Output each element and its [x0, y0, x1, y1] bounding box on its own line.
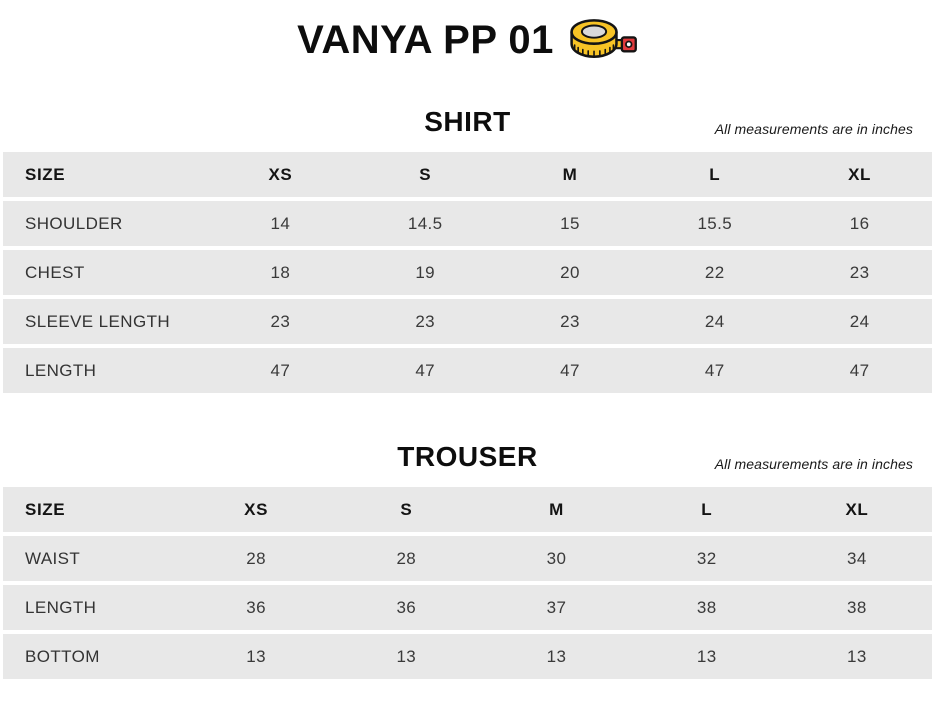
cell-value: 23: [270, 311, 291, 331]
cell-value: 30: [546, 548, 567, 568]
row-label: WAIST: [25, 548, 81, 568]
cell-value: 22: [704, 262, 725, 282]
cell-value: 19: [415, 262, 436, 282]
trouser-table-header-row: [3, 487, 932, 532]
cell-value: 36: [246, 597, 266, 617]
column-header-xl: XL: [848, 164, 872, 184]
column-header-l: L: [701, 499, 713, 519]
cell-value: 23: [849, 262, 870, 282]
column-header-m: M: [562, 164, 578, 184]
cell-value: 28: [396, 548, 417, 568]
table-row-length: [3, 348, 932, 393]
tape-measure-icon: [568, 16, 638, 71]
cell-value: 47: [270, 360, 291, 380]
table-row-shoulder: [3, 201, 932, 246]
shirt-table-header-row: [3, 152, 932, 197]
row-label: SLEEVE LENGTH: [25, 311, 171, 331]
trouser-size-table: [3, 487, 932, 679]
cell-value: 14.5: [407, 213, 443, 233]
shirt-size-table: [3, 152, 932, 393]
page-title-row: [0, 0, 935, 64]
row-label: SHOULDER: [25, 213, 123, 233]
table-row-waist: [3, 536, 932, 581]
cell-value: 34: [847, 548, 867, 568]
cell-value: 13: [546, 646, 567, 666]
row-label: LENGTH: [25, 597, 97, 617]
shirt-section-title: SHIRT: [424, 106, 511, 137]
column-header-size: SIZE: [25, 164, 66, 184]
cell-value: 20: [560, 262, 580, 282]
cell-value: 13: [696, 646, 717, 666]
cell-value: 24: [849, 311, 870, 331]
cell-value: 15: [560, 213, 580, 233]
page-title: VANYA PP 01: [297, 18, 554, 62]
column-header-xs: XS: [244, 499, 269, 519]
table-row-chest: [3, 250, 932, 295]
cell-value: 28: [246, 548, 266, 568]
cell-value: 37: [546, 597, 567, 617]
cell-value: 23: [560, 311, 580, 331]
cell-value: 24: [704, 311, 725, 331]
cell-value: 47: [560, 360, 580, 380]
table-row-length: [3, 585, 932, 630]
shirt-section: [0, 102, 935, 393]
shirt-measurement-note: All measurements are in inches: [714, 121, 913, 137]
shirt-section-head: [0, 102, 935, 142]
cell-value: 18: [270, 262, 291, 282]
column-header-xs: XS: [268, 164, 293, 184]
row-label: LENGTH: [25, 360, 97, 380]
trouser-section-head: [0, 437, 935, 477]
cell-value: 14: [270, 213, 291, 233]
row-label: CHEST: [25, 262, 85, 282]
row-label: BOTTOM: [25, 646, 100, 666]
cell-value: 38: [696, 597, 717, 617]
cell-value: 15.5: [697, 213, 733, 233]
column-header-s: S: [419, 164, 432, 184]
cell-value: 13: [847, 646, 867, 666]
column-header-l: L: [709, 164, 721, 184]
column-header-size: SIZE: [25, 499, 66, 519]
cell-value: 23: [415, 311, 436, 331]
trouser-section: [0, 437, 935, 679]
cell-value: 13: [246, 646, 266, 666]
cell-value: 38: [847, 597, 867, 617]
cell-value: 47: [704, 360, 725, 380]
cell-value: 16: [849, 213, 870, 233]
cell-value: 36: [396, 597, 417, 617]
table-row-sleeve-length: [3, 299, 932, 344]
column-header-s: S: [400, 499, 413, 519]
cell-value: 13: [396, 646, 417, 666]
trouser-measurement-note: All measurements are in inches: [714, 456, 913, 472]
trouser-section-title: TROUSER: [397, 441, 538, 472]
column-header-m: M: [549, 499, 564, 519]
table-row-bottom: [3, 634, 932, 679]
cell-value: 47: [415, 360, 436, 380]
column-header-xl: XL: [845, 499, 869, 519]
cell-value: 32: [696, 548, 717, 568]
cell-value: 47: [849, 360, 870, 380]
